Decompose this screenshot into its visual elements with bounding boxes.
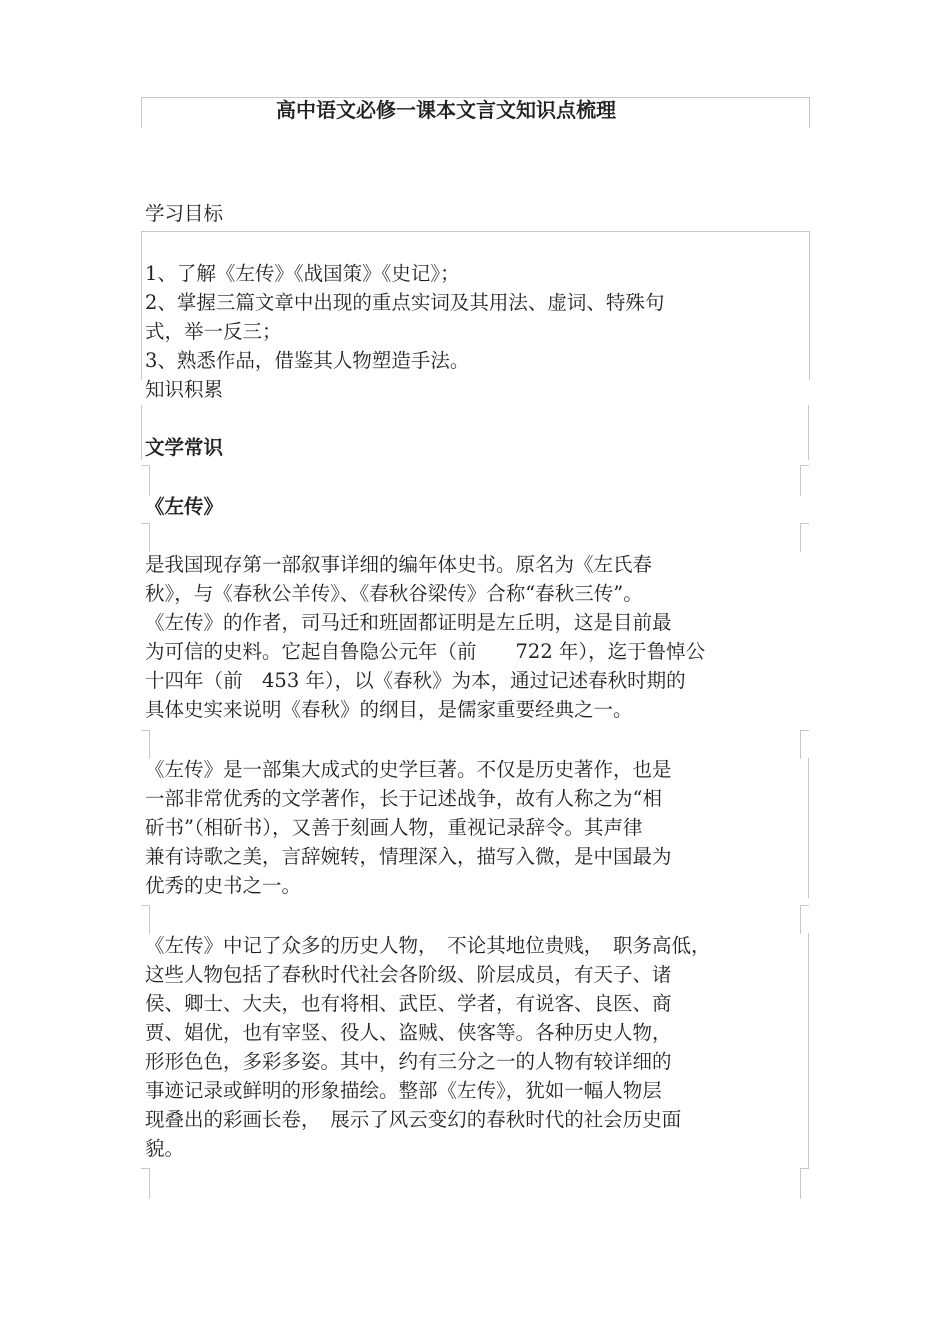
literature-heading: 文学常识 (145, 436, 224, 459)
paragraph-2-line: 优秀的史书之一。 (145, 874, 302, 897)
frame-left-line-1 (141, 405, 142, 460)
paragraph-3-line: 侯、卿士、大夫，也有将相、武臣、学者，有说客、良医、商 (145, 992, 672, 1015)
frame-bracket-l2 (141, 523, 150, 552)
paragraph-3-line: 《左传》中记了众多的历史人物， 不论其地位贵贱， 职务高低， (145, 934, 711, 957)
frame-right-line-1 (808, 405, 809, 460)
goal-line: 1、了解《左传》《战国策》《史记》； (145, 262, 460, 285)
frame-bracket-r1 (800, 465, 809, 496)
paragraph-1-line: 秋》，与《春秋公羊传》、《春秋谷梁传》合称“春秋三传”。 (145, 582, 643, 605)
paragraph-1-line: 具体史实来说明《春秋》的纲目，是儒家重要经典之一。 (145, 698, 633, 721)
frame-right-line-3 (808, 933, 809, 1168)
paragraph-2-line: 兼有诗歌之美，言辞婉转，情理深入，描写入微，是中国最为 (145, 845, 672, 868)
frame-bracket-l1 (141, 465, 150, 496)
paragraph-3-line: 贾、娼优，也有宰竖、役人、盗贼、侠客等。各种历史人物， (145, 1021, 672, 1044)
frame-bracket-l4 (141, 905, 150, 934)
paragraph-2-line: 《左传》是一部集大成式的史学巨著。不仅是历史著作，也是 (145, 758, 672, 781)
frame-right-line-2 (808, 758, 809, 898)
paragraph-1-line: 十四年（前 453 年），以《春秋》为本，通过记述春秋时期的 (145, 669, 686, 692)
frame-bracket-r5 (800, 1168, 809, 1199)
goal-line: 式，举一反三； (145, 320, 282, 343)
paragraph-1-line: 是我国现存第一部叙事详细的编年体史书。原名为《左氏春 (145, 553, 653, 576)
goal-line: 3、熟悉作品，借鉴其人物塑造手法。 (145, 349, 470, 372)
paragraph-3-line: 事迹记录或鲜明的形象描绘。整部《左传》，犹如一幅人物层 (145, 1079, 662, 1102)
paragraph-3-line: 现叠出的彩画长卷， 展示了风云变幻的春秋时代的社会历史面 (145, 1108, 682, 1131)
frame-bracket-l3 (141, 730, 150, 759)
paragraph-3-line: 貌。 (145, 1137, 185, 1160)
zuozhuan-heading: 《左传》 (145, 495, 224, 518)
paragraph-3-line: 形形色色，多彩多姿。其中，约有三分之一的人物有较详细的 (145, 1050, 672, 1073)
paragraph-3-line: 这些人物包括了春秋时代社会各阶级、阶层成员，有天子、诸 (145, 963, 672, 986)
knowledge-heading: 知识积累 (145, 378, 224, 401)
paragraph-2-line: 一部非常优秀的文学著作，长于记述战争，故有人称之为“相 (145, 787, 662, 810)
frame-bracket-r2 (800, 523, 809, 552)
paragraph-2-line: 斫书”（相斫书），又善于刻画人物，重视记录辞令。其声律 (145, 816, 643, 839)
learning-goals-heading: 学习目标 (145, 202, 224, 225)
frame-bracket-r3 (800, 730, 809, 759)
page-title: 高中语文必修一课本文言文知识点梳理 (276, 98, 616, 122)
frame-bracket-l5 (141, 1168, 150, 1199)
paragraph-1-line: 《左传》的作者，司马迁和班固都证明是左丘明，这是目前最 (145, 611, 672, 634)
goal-line: 2、掌握三篇文章中出现的重点实词及其用法、虚词、特殊句 (145, 291, 665, 314)
paragraph-1-line: 为可信的史料。它起自鲁隐公元年（前 722 年），迄于鲁悼公 (145, 640, 706, 663)
frame-bracket-r4 (800, 905, 809, 934)
